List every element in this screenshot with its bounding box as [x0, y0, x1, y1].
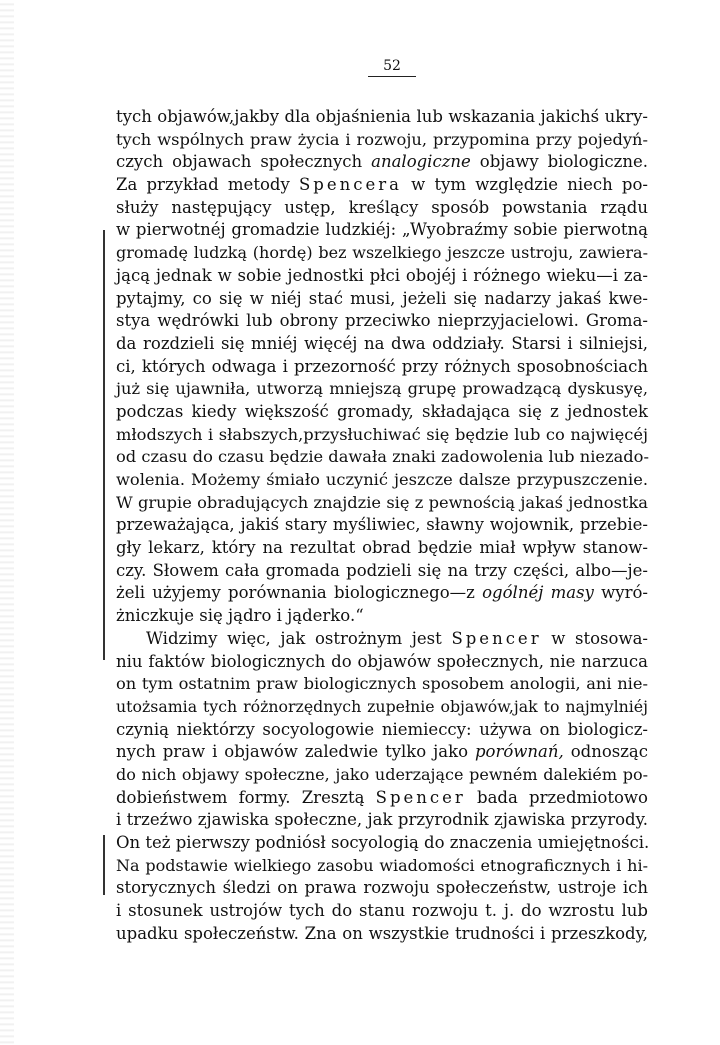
spaced-name: Spencer [451, 628, 542, 648]
text-segment: żniczkuje się jądro i jąderko.“ [116, 606, 364, 626]
text-segment: W grupie obradujących znajdzie się z pewnością jakaś jednostka [116, 492, 648, 512]
text-segment: stya wędrówki lub obrony przeciwko nieprzyjacielowi. Groma- [116, 311, 648, 331]
text-segment: w tym względzie niech po- [401, 175, 648, 195]
text-segment: odnosząc [563, 742, 648, 762]
text-segment: w pierwotnéj gromadzie ludzkiéj: „Wyobraźmy sobie pierwotną [116, 220, 648, 240]
text-line [116, 174, 648, 197]
text-line [116, 333, 648, 356]
text-line [116, 242, 648, 265]
margin-quote-mark [103, 230, 105, 660]
text-segment: i trzeźwo zjawiska społeczne, jak przyrodnik zjawiska przyrody. [116, 810, 648, 830]
spaced-name: Spencera [298, 175, 402, 195]
text-line [116, 219, 648, 242]
text-segment: pytajmy, co się w niéj stać musi, jeżeli się nadarzy jakaś kwe- [116, 288, 648, 308]
text-segment: storycznych śledzi on prawa rozwoju społeczeństw, ustroje ich [116, 878, 648, 898]
text-segment: do nich objawy społeczne, jako uderzające pewném dalekiém po- [116, 764, 648, 784]
text-segment: tych objawów,jakby dla objaśnienia lub wskazania jakichś ukry- [116, 107, 648, 126]
text-segment: da rozdzieli się mniéj więcéj na dwa oddziały. Starsi i silniejsi, [116, 333, 648, 353]
margin-mark [103, 835, 105, 895]
italic-emphasis: analogiczne [371, 152, 471, 172]
text-line [116, 424, 648, 447]
text-line [116, 651, 648, 674]
text-segment: w stosowa- [541, 628, 648, 648]
text-line [116, 628, 648, 651]
text-line [116, 900, 648, 923]
text-segment: jącą jednak w sobie jednostki płci obojéj i różnego wieku—i za- [116, 265, 648, 285]
text-line [116, 537, 648, 560]
text-line [116, 764, 648, 787]
text-segment: bada przedmiotowo [465, 787, 648, 807]
text-line [116, 787, 648, 810]
text-line [116, 151, 648, 174]
text-segment: czynią niektórzy socyologowie niemieccy: używa on biologicz- [116, 719, 648, 739]
italic-emphasis: ogólnéj masy [482, 583, 594, 603]
text-line [116, 469, 648, 492]
text-segment: służy następujący ustęp, kreślący sposób powstania rządu [116, 197, 648, 217]
text-segment: ci, których odwaga i przezorność przy różnych sposobnościach [116, 356, 648, 376]
text-segment: on tym ostatnim praw biologicznych sposobem anologii, ani nie- [116, 674, 648, 694]
text-line [116, 310, 648, 333]
text-line [116, 401, 648, 424]
text-line [116, 446, 648, 469]
text-segment: dobieństwem formy. Zresztą [116, 787, 376, 807]
text-line [116, 129, 648, 152]
text-line [116, 855, 648, 878]
text-segment: nych praw i objawów zaledwie tylko jako [116, 742, 475, 762]
text-segment: tych wspólnych praw życia i rozwoju, przypomina przy pojedyń- [116, 129, 648, 149]
text-line [116, 673, 648, 696]
text-line [116, 492, 648, 515]
text-line [116, 741, 648, 764]
text-line [116, 288, 648, 311]
italic-emphasis: porównań, [474, 742, 564, 762]
text-segment: niu faktów biologicznych do objawów społecznych, nie narzuca [116, 651, 648, 671]
text-segment: wolenia. Możemy śmiało uczynić jeszcze dalsze przypuszczenie. [116, 470, 648, 489]
text-segment: od czasu do czasu będzie dawała znaki zadowolenia lub niezado- [116, 447, 649, 467]
text-segment: przeważająca, jakiś stary myśliwiec, sławny wojownik, przebie- [116, 515, 648, 535]
text-line [116, 265, 648, 288]
text-line [116, 356, 648, 379]
text-line [116, 809, 648, 832]
spaced-name: Spencer [375, 787, 466, 807]
text-segment: wyró- [593, 583, 648, 603]
text-segment: podczas kiedy większość gromady, składająca się z jednostek [116, 401, 648, 421]
text-line [116, 560, 648, 583]
text-line [116, 514, 648, 537]
page-edge-shading [0, 0, 14, 1045]
text-line [116, 582, 648, 605]
text-segment: żeli użyjemy porównania biologicznego—z [116, 583, 483, 603]
text-line [116, 832, 648, 855]
text-segment: On też pierwszy podniósł socyologią do znaczenia umiejętności. [116, 833, 650, 852]
text-segment: upadku społeczeństw. Zna on wszystkie trudności i przeszkody, [116, 923, 648, 943]
text-line [116, 197, 648, 220]
text-segment: gromadę ludzką (hordę) bez wszelkiego jeszcze ustroju, zawiera- [116, 243, 648, 263]
text-segment: już się ujawniła, utworzą mniejszą grupę prowadzącą dyskusyę, [116, 379, 648, 399]
text-segment: młodszych i słabszych,przysłuchiwać się będzie lub co najwięcéj [116, 424, 648, 444]
text-line [116, 877, 648, 900]
text-line [116, 719, 648, 742]
text-line [116, 923, 648, 946]
text-line [116, 378, 648, 401]
text-line [116, 605, 648, 628]
text-segment: Widzimy więc, jak ostrożnym jest [146, 628, 452, 648]
text-line [116, 106, 648, 129]
page-number: 52 [368, 58, 416, 77]
text-segment: Za przykład metody [116, 175, 299, 195]
text-line [116, 696, 648, 719]
text-segment: gły lekarz, który na rezultat obrad będzie miał wpływ stanow- [116, 538, 648, 558]
body-text [116, 106, 648, 945]
text-segment: czych objawach społecznych [116, 152, 372, 172]
text-segment: utożsamia tych różnorzędnych zupełnie objawów,jak to najmylniéj [116, 696, 648, 716]
text-segment: i stosunek ustrojów tych do stanu rozwoju t. j. do wzrostu lub [116, 901, 648, 921]
text-segment: Na podstawie wielkiego zasobu wiadomości etnograficznych i hi- [116, 855, 648, 875]
text-segment: czy. Słowem cała gromada podzieli się na trzy części, albo—je- [116, 560, 648, 580]
text-segment: objawy biologiczne. [470, 152, 648, 172]
